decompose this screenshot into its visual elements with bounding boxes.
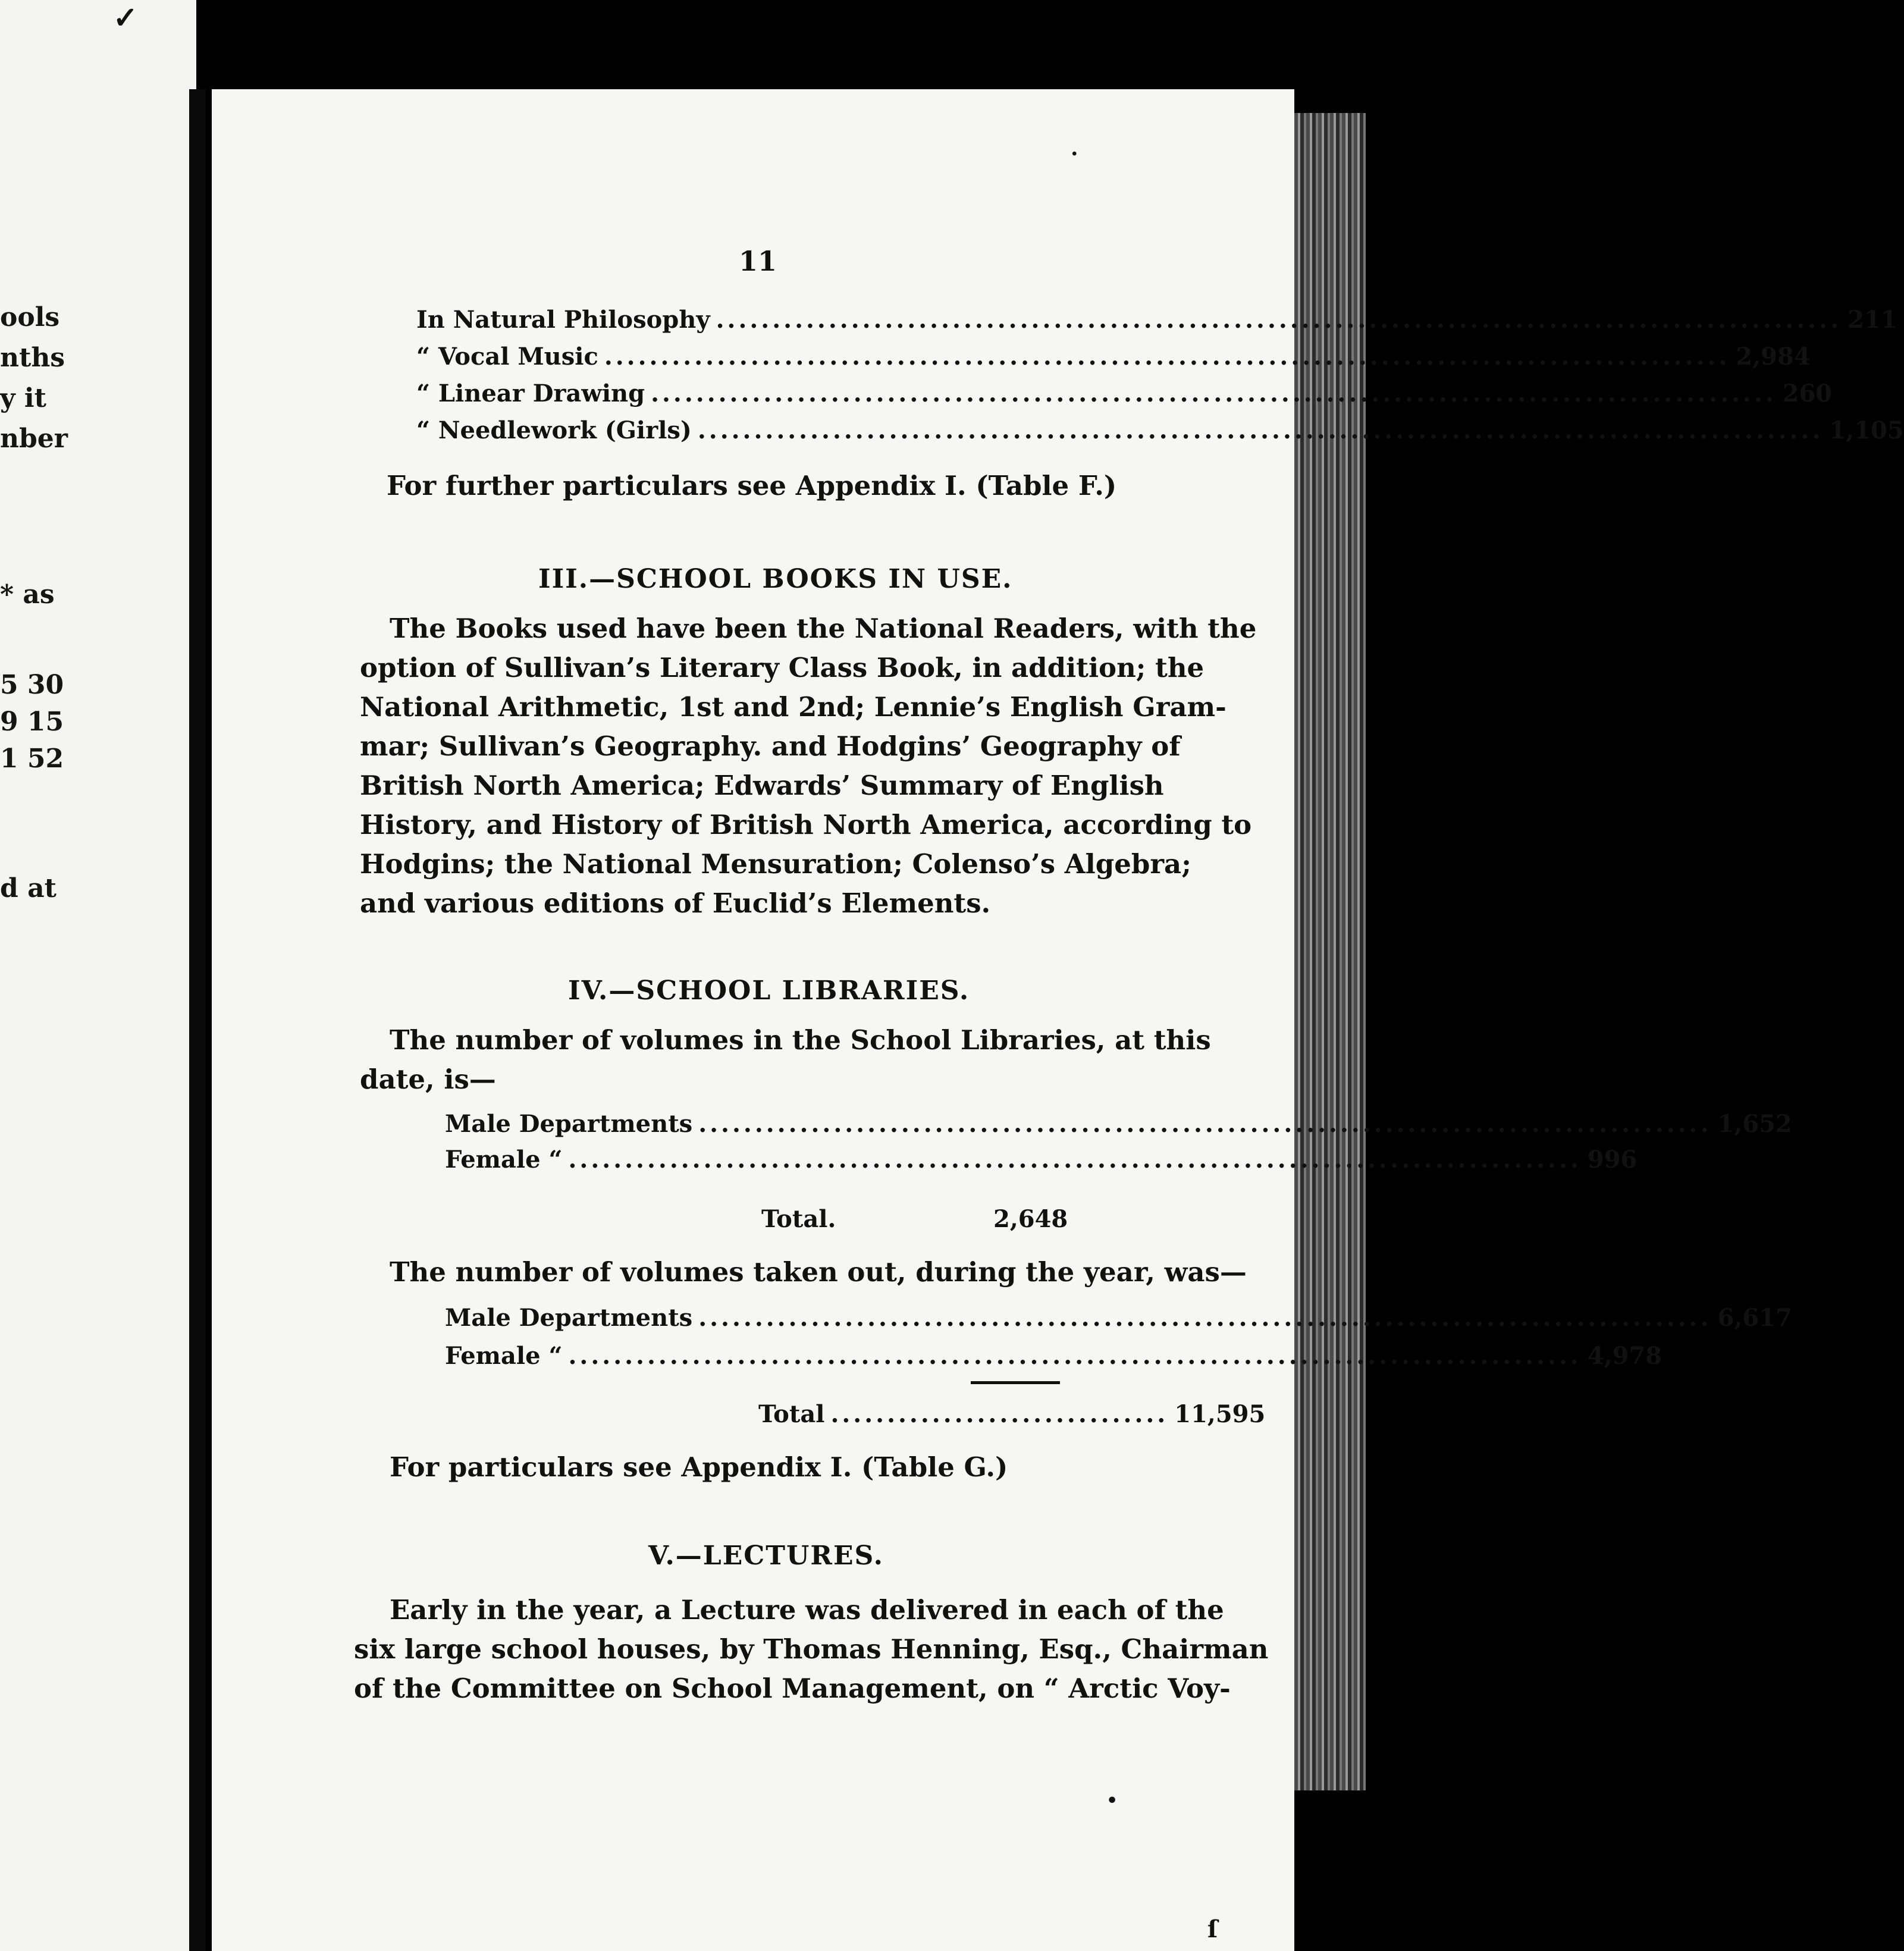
library-row <box>445 1110 1792 1138</box>
line-text: Hodgins; the National Mensuration; Colenso’s Algebra; <box>360 848 1191 880</box>
total-label: Total. <box>761 1205 836 1233</box>
leader-dots: .......................................................................................... <box>698 1304 1712 1332</box>
scan-mark: . <box>1071 136 1078 161</box>
leader-dots: .......................................................................................... <box>568 1146 1582 1174</box>
total-row <box>758 1400 1266 1428</box>
left-fragment: * as <box>0 579 55 610</box>
subject-value: 211 <box>1847 306 1897 334</box>
line-text: six large school houses, by Thomas Henning, Esq., Chairman <box>354 1633 1269 1665</box>
left-fragment: 1 52 <box>0 744 64 774</box>
scan-mark: • <box>1106 1790 1118 1811</box>
leader-dots: .................................................................................................... <box>604 343 1730 371</box>
left-fragment: d at <box>0 873 57 904</box>
subject-label: “ Vocal Music <box>416 343 598 371</box>
subject-label: In Natural Philosophy <box>416 306 710 334</box>
line-text: The Books used have been the National Readers, with the <box>390 613 1257 644</box>
paragraph-line <box>360 691 1227 723</box>
gutter <box>189 89 206 1951</box>
section-heading: V.—LECTURES. <box>648 1541 884 1571</box>
subject-row <box>416 416 1904 444</box>
paragraph-line: For particulars see Appendix I. (Table G.) <box>390 1451 1008 1483</box>
left-fragment: y it <box>0 383 46 413</box>
paragraph-line: date, is— <box>360 1064 496 1095</box>
section-heading: III.—SCHOOL BOOKS IN USE. <box>538 564 1013 594</box>
further-particulars: For further particulars see Appendix I. (Table F.) <box>387 470 1117 501</box>
line-text: British North America; Edwards’ Summary of English <box>360 770 1164 801</box>
library-label: Female “ <box>445 1146 563 1174</box>
leader-dots: .................................................................................................... <box>651 379 1777 407</box>
line-text: mar; Sullivan’s Geography. and Hodgins’ Geography of <box>360 730 1181 762</box>
paragraph-line: The number of volumes in the School Libraries, at this <box>390 1024 1211 1056</box>
scan-mark: ſ <box>1207 1915 1218 1943</box>
adjacent-page-fragment <box>0 0 196 1951</box>
paragraph-line: and various editions of Euclid’s Elements. <box>360 887 991 919</box>
left-fragment: 5 30 <box>0 670 64 700</box>
left-fragment: 9 15 <box>0 707 64 737</box>
leader-dots: .......................................................................................... <box>568 1342 1582 1370</box>
library-row <box>445 1304 1792 1332</box>
library-label: Male Departments <box>445 1304 693 1332</box>
section-heading: IV.—SCHOOL LIBRARIES. <box>568 976 970 1006</box>
leader-dots: .................................................................................................... <box>716 306 1842 334</box>
left-fragment: ools <box>0 302 60 333</box>
total-label: Total <box>758 1400 825 1428</box>
library-value: 6,617 <box>1717 1304 1792 1332</box>
paragraph-line <box>360 770 1164 801</box>
line-text: Early in the year, a Lecture was delivered in each of the <box>390 1594 1224 1626</box>
library-value: 4,978 <box>1587 1342 1663 1370</box>
line-text: option of Sullivan’s Literary Class Book, in addition; the <box>360 652 1204 683</box>
subject-row <box>416 343 1811 371</box>
library-value: 996 <box>1587 1146 1638 1174</box>
paragraph-line <box>360 809 1252 840</box>
library-label: Male Departments <box>445 1110 693 1138</box>
sum-rule <box>971 1381 1060 1384</box>
library-value: 1,652 <box>1717 1110 1792 1138</box>
subject-value: 2,984 <box>1736 343 1811 371</box>
leader-dots: .......................................................................................... <box>698 1110 1712 1138</box>
library-label: Female “ <box>445 1342 563 1370</box>
page-number: 11 <box>739 245 777 277</box>
library-row <box>445 1146 1638 1174</box>
paragraph-line <box>360 730 1181 762</box>
scan-mark: ✓ <box>113 0 138 35</box>
subject-label: “ Linear Drawing <box>416 379 645 407</box>
subject-value: 260 <box>1782 379 1833 407</box>
paragraph-line: The number of volumes taken out, during the year, was— <box>390 1256 1247 1288</box>
library-row <box>445 1342 1663 1370</box>
paragraph-line <box>390 613 1257 644</box>
paragraph-line <box>360 848 1191 880</box>
left-fragment: nber <box>0 424 68 454</box>
total-value: 2,648 <box>993 1205 1068 1233</box>
subject-value: 1,105 <box>1829 416 1904 444</box>
leader-dots: .................................................................................................... <box>697 416 1824 444</box>
line-text: National Arithmetic, 1st and 2nd; Lennie’s English Gram- <box>360 691 1227 723</box>
line-text: History, and History of British North America, according to <box>360 809 1252 840</box>
subject-row <box>416 379 1833 407</box>
subject-label: “ Needlework (Girls) <box>416 416 692 444</box>
paragraph-line <box>390 1594 1224 1626</box>
total-value: 11,595 <box>1174 1400 1266 1428</box>
paragraph-line <box>360 652 1204 683</box>
left-fragment: nths <box>0 343 65 373</box>
paragraph-line <box>354 1633 1269 1665</box>
paragraph-line: of the Committee on School Management, on “ Arctic Voy- <box>354 1673 1231 1704</box>
subject-row <box>416 306 1897 334</box>
leader-dots: .............................. <box>830 1400 1169 1428</box>
